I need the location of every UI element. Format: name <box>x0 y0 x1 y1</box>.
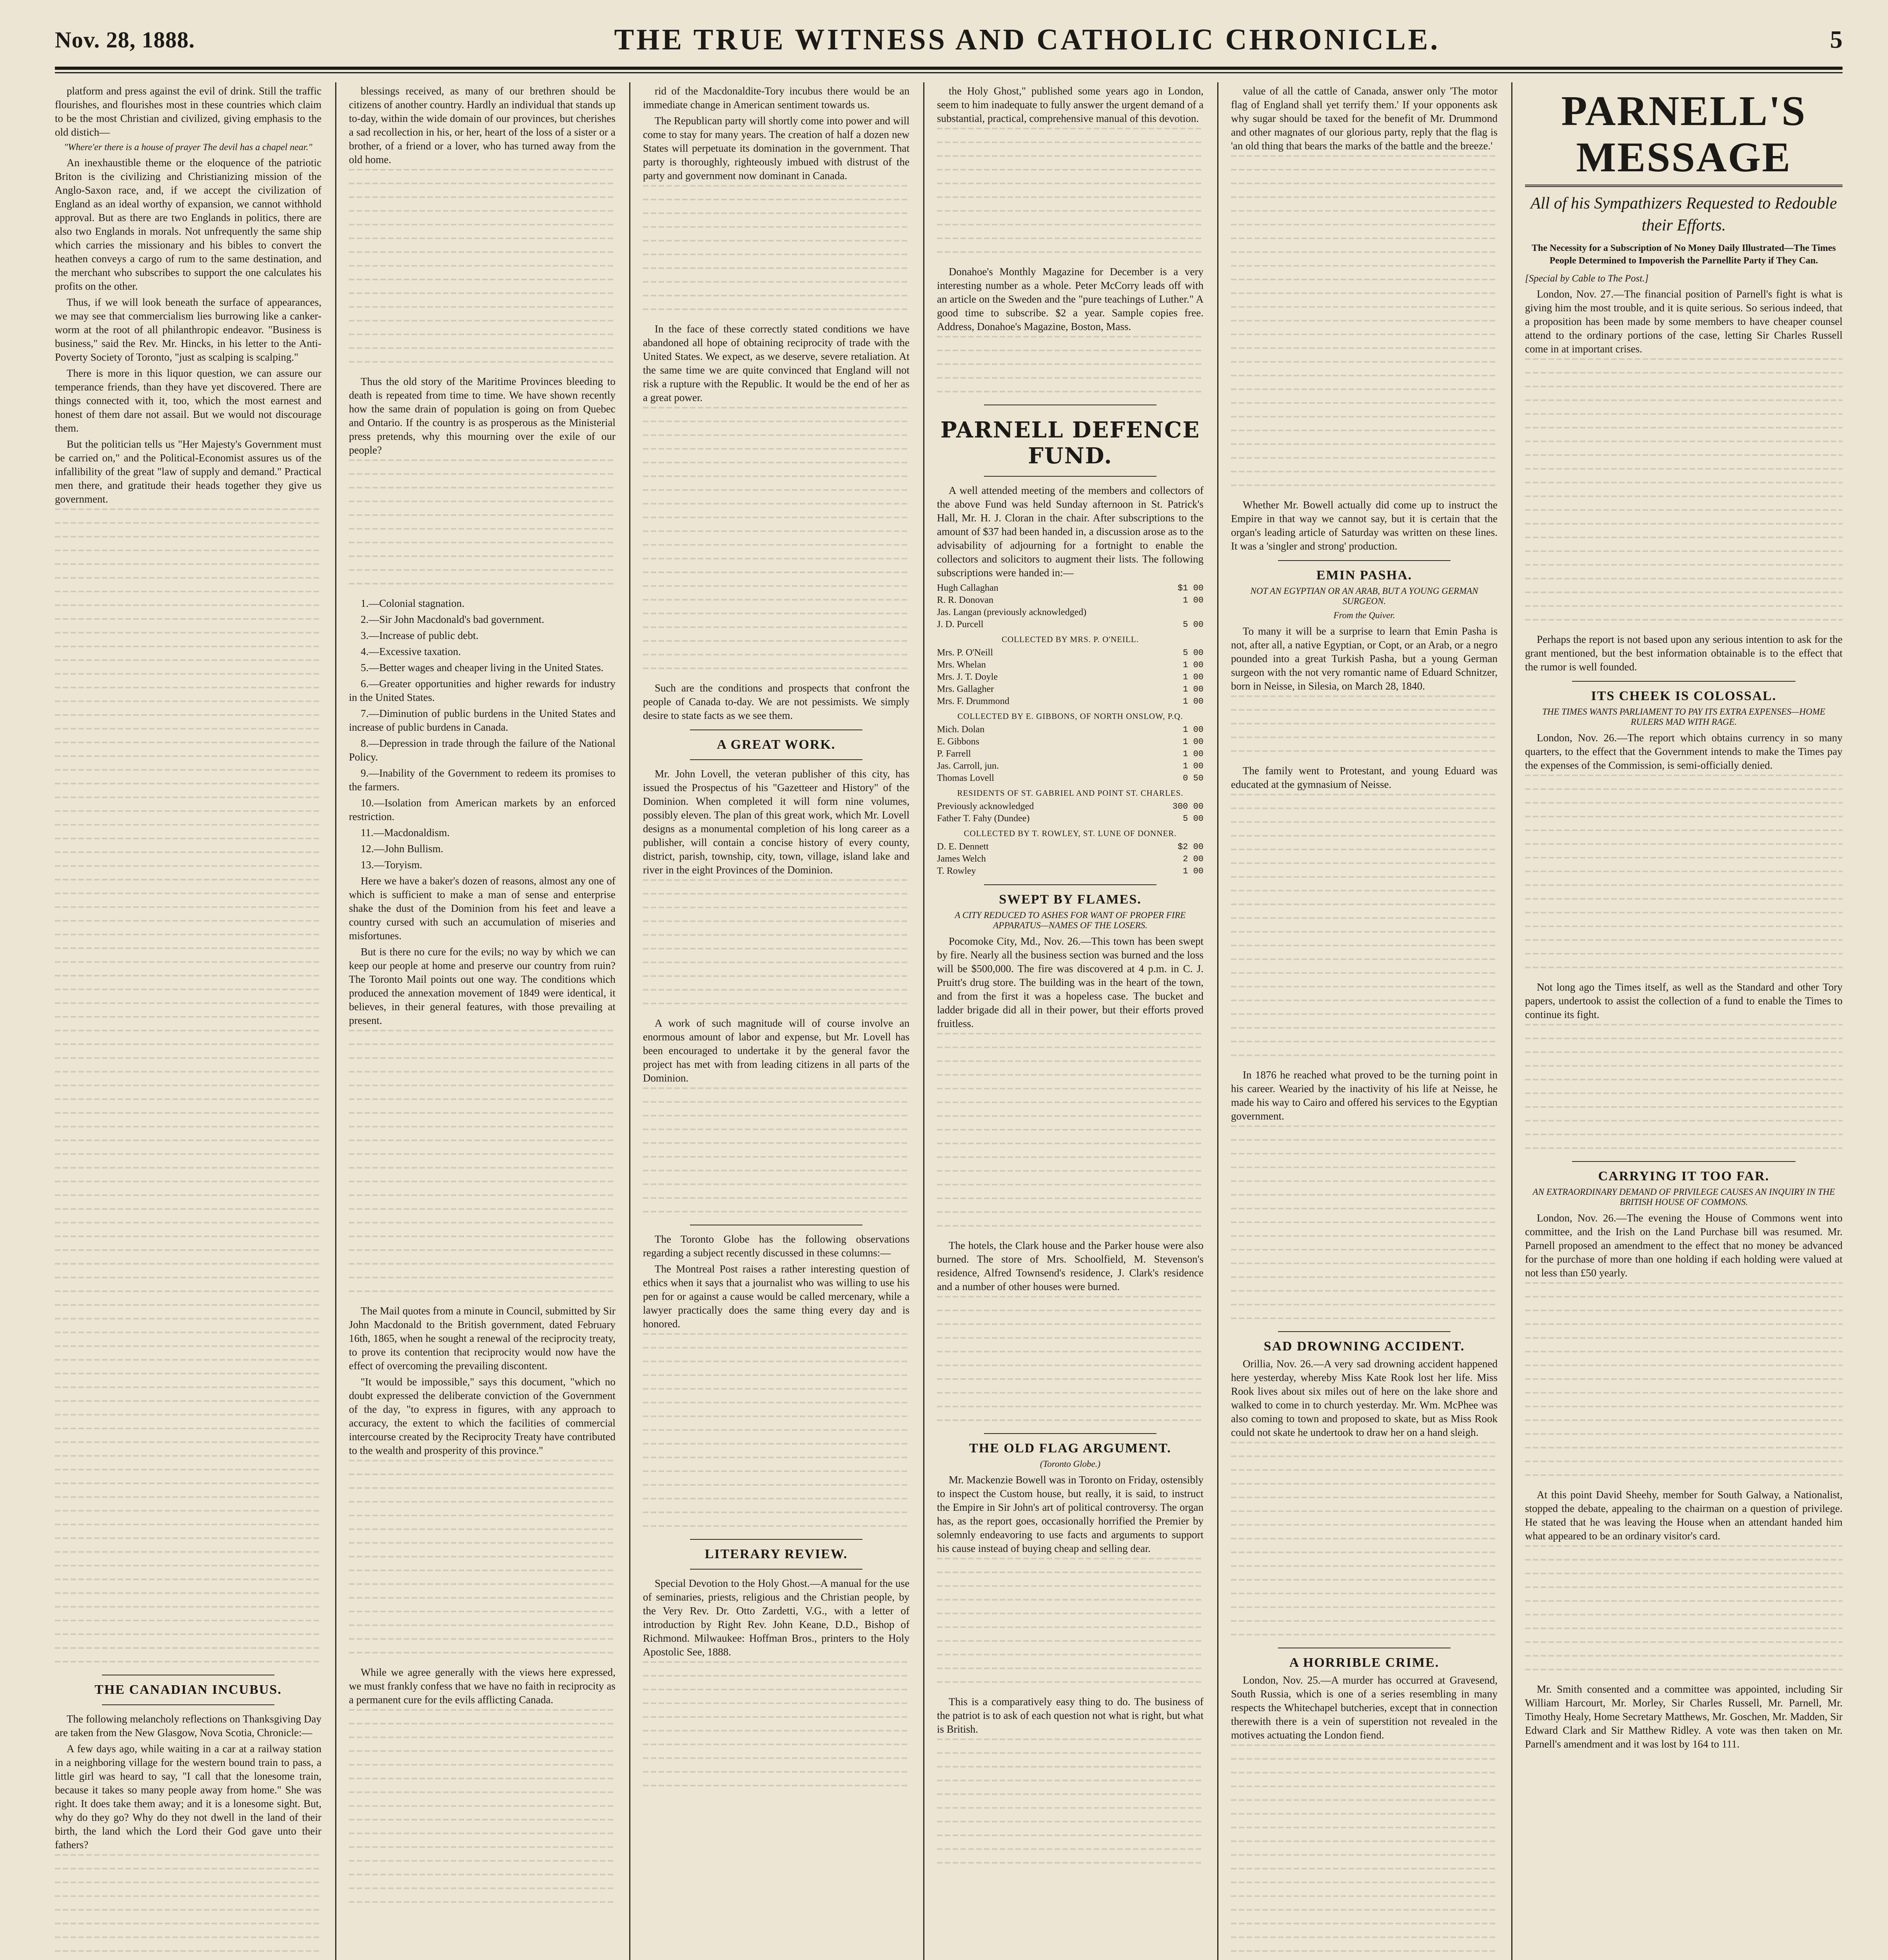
paragraph: Special Devotion to the Holy Ghost.—A manual for the use of seminaries, priests, religious and the Christian people, by the Very Rev. Dr. Otto Zardetti, V.G., with a letter of introduction by Right Rev. John Keane, D.D., Bishop of Richmond. Milwaukee: Hoffman Bros., printers to the Holy Apostolic See, 1888. <box>643 1577 910 1658</box>
paragraph: An inexhaustible theme or the eloquence of the patriotic Briton is the civilizing and Christianizing mission of the Anglo-Saxon race, and, if we accept the civilization of England as an ideal worthy of expansion, we cannot withhold approval. But as there are two Englands in politics, there are also two Englands in morals. Not unfrequently the same ship which carries the missionary and his bibles to convert the heathen conveys a cargo of rum to the same destination, and the merchant who subscribes to support the one calculates his profits on the other. <box>55 157 321 292</box>
paragraph: A work of such magnitude will of course involve an enormous amount of labor and expense, but Mr. Lovell has been encouraged to undertake it by the general favor the project has met with from leading citizens in all parts of the Dominion. <box>643 1017 910 1084</box>
subscriber-name: Hugh Callaghan <box>937 583 998 593</box>
paragraph: Whether Mr. Bowell actually did come up to instruct the Empire in that way we cannot say, but it is certain that the organ's leading article of Saturday was written on these lines. It was a 'singler and strong' production. <box>1231 499 1498 552</box>
paragraph: The following melancholy reflections on Thanksgiving Day are taken from the New Glasgow, Nova Scotia, Chronicle:— <box>55 1713 321 1739</box>
paragraph: The Montreal Post raises a rather interesting question of ethics when it says that a journalist who was willing to use his pen for or against a cause would be called mercenary, while a lawyer practically does the same thing every day and is honored. <box>643 1263 910 1330</box>
paragraph: London, Nov. 25.—A murder has occurred at Gravesend, South Russia, which is one of a series resembling in many respects the Whitechapel butcheries, except that in connection therewith there is a vein of superstition not revealed in the motives actuating the London fiend. <box>1231 1674 1498 1741</box>
table-row <box>937 813 1204 825</box>
table-row <box>937 582 1204 594</box>
subscription-amount: 1 00 <box>1183 749 1204 759</box>
subscription-table <box>937 647 1204 708</box>
lead-deck: The Necessity for a Subscription of No Money Daily Illustrated—The Times People Determined to Impoverish the Parnellite Party if They Can. <box>1531 243 1836 266</box>
paragraph: London, Nov. 26.—The report which obtains currency in so many quarters, to the effect that the Government intends to make the Times pay the expenses of the Commission, is semi-officially denied. <box>1525 732 1843 771</box>
subscriber-name: Mrs. P. O'Neill <box>937 648 993 658</box>
collector-heading: RESIDENTS OF ST. GABRIEL AND POINT ST. CHARLES. <box>957 788 1184 798</box>
article-heading: ITS CHEEK IS COLOSSAL. <box>1591 689 1777 703</box>
subscriber-name: Jas. Langan (previously acknowledged) <box>937 607 1087 617</box>
article-heading: A HORRIBLE CRIME. <box>1289 1655 1440 1670</box>
article-heading: EMIN PASHA. <box>1316 568 1412 583</box>
article-subheading: THE TIMES WANTS PARLIAMENT TO PAY ITS EXTRA EXPENSES—HOME RULERS MAD WITH RAGE. <box>1542 707 1826 727</box>
subscriber-name: P. Farrell <box>937 749 971 759</box>
paragraph: the Holy Ghost," published some years ago in London, seem to him inadequate to fully answer the urgent demand of a substantial, practical, comprehensive manual of this devotion. <box>937 85 1204 124</box>
table-row <box>937 841 1204 853</box>
table-row <box>937 736 1204 748</box>
table-row <box>937 594 1204 606</box>
column-divider <box>335 82 336 1960</box>
paragraph: A few days ago, while waiting in a car at a railway station in a neighboring village for the western bound train to pass, a little girl was heard to say, "I call that the lonesome train, because it takes so many people away from home." She was right. It does take them away; and it is a lonesome sight. But, why do they go? Why do they not dwell in the land of their birth, the land which the Lord their God gave unto their fathers? <box>55 1743 321 1851</box>
paragraph: But is there no cure for the evils; no way by which we can keep our people at home and preserve our country from ruin? The Toronto Mail points out one way. The conditions which produced the annexation movement of 1849 were identical, it believes, in their general features, with those prevailing at present. <box>349 946 615 1026</box>
list-item: 6.—Greater opportunities and higher rewards for industry in the United States. <box>349 678 615 703</box>
subscriber-name: Mich. Dolan <box>937 724 985 735</box>
subscription-amount: 1 00 <box>1183 660 1204 670</box>
paragraph: platform and press against the evil of drink. Still the traffic flourishes, and flourishes most in these countries which claim to be the most Christian and civilized, giving emphasis to the old distich— <box>55 85 321 138</box>
subscription-table <box>937 800 1204 825</box>
paragraph: In the face of these correctly stated conditions we have abandoned all hope of obtaining reciprocity of trade with the United States. We expect, as we deserve, severe retaliation. At the same time we are quite convinced that England will not risk a rupture with the Republic. It would be the end of her as a great power. <box>643 323 910 403</box>
paragraph: At this point David Sheehy, member for South Galway, a Nationalist, stopped the debate, appealing to the chairman on a question of privilege. He stated that he was leaving the House when an attendant handed him what appeared to be an ordinary visitor's card. <box>1525 1489 1843 1542</box>
masthead <box>55 16 1843 67</box>
subscriber-name: Mrs. F. Drummond <box>937 696 1009 706</box>
paragraph: A well attended meeting of the members and collectors of the above Fund was held Sunday afternoon in St. Patrick's Hall, Mr. H. J. Cloran in the chair. After subscriptions to the amount of $37 had been handed in, a discussion arose as to the advisability of adjourning for a fortnight to enable the collectors and solicitors to augment their lists. The following subscriptions were handed in:— <box>937 485 1204 579</box>
paragraph: Mr. Smith consented and a committee was appointed, including Sir William Harcourt, Mr. Morley, Sir Charles Russell, Mr. Parnell, Mr. Timothy Healy, Home Secretary Matthews, Mr. Goschen, Mr. Madden, Sir Edward Clark and Sir Matthew Ridley. A vote was then taken on Mr. Parnell's amendment and it was lost by 164 to 111. <box>1525 1683 1843 1750</box>
paragraph: value of all the cattle of Canada, answer only 'The motor flag of England shall yet terrify them.' If your opponents ask why sugar should be taxed for the benefit of Mr. Drummond and other magnates of our glorious party, reply that the flag is 'an old thing that bears the marks of the battle and the breeze.' <box>1231 85 1498 152</box>
article-subheading: NOT AN EGYPTIAN OR AN ARAB, BUT A YOUNG GERMAN SURGEON. <box>1250 586 1478 606</box>
table-row <box>937 695 1204 708</box>
dateline: [Special by Cable to The Post.] <box>1525 273 1649 284</box>
paragraph: rid of the Macdonaldite-Tory incubus there would be an immediate change in American sentiment towards us. <box>643 85 910 111</box>
subscriber-name: Father T. Fahy (Dundee) <box>937 813 1030 824</box>
subscription-table <box>937 841 1204 877</box>
list-item: 10.—Isolation from American markets by an enforced restriction. <box>349 797 615 822</box>
paragraph: Mr. Mackenzie Bowell was in Toronto on Friday, ostensibly to inspect the Custom house, but really, it is said, to instruct the Empire in Sir John's art of political controversy. The organ has, as the report goes, occasionally horrified the Premier by solemnly endeavoring to use facts and arguments to support his cause instead of buying cheap and selling dear. <box>937 1474 1204 1554</box>
subscription-amount: 1 00 <box>1183 737 1204 747</box>
collector-heading: COLLECTED BY MRS. P. O'NEILL. <box>1002 635 1139 644</box>
paragraph: Such are the conditions and prospects that confront the people of Canada to-day. We are not pessimists. We simply desire to state facts as we see them. <box>643 682 910 721</box>
subscription-amount: $1 00 <box>1177 583 1204 593</box>
table-row <box>937 659 1204 671</box>
paragraph: The Mail quotes from a minute in Council, submitted by Sir John Macdonald to the British government, dated February 16th, 1865, when he sought a renewal of the reciprocity treaty, to prove its contention that reciprocity would now have the effect of overcoming the prevailing discontent. <box>349 1305 615 1372</box>
subscription-amount: 2 00 <box>1183 854 1204 864</box>
subscription-amount: 0 50 <box>1183 773 1204 783</box>
list-item: 3.—Increase of public debt. <box>361 630 479 641</box>
subscription-amount: 1 00 <box>1183 866 1204 876</box>
table-row <box>937 683 1204 695</box>
verse-quote: "Where'er there is a house of prayer The devil has a chapel near." <box>64 142 312 152</box>
masthead-rule-thin <box>55 72 1843 73</box>
article-subheading: A CITY REDUCED TO ASHES FOR WANT OF PROPER FIRE APPARATUS—NAMES OF THE LOSERS. <box>955 910 1186 930</box>
lead-subheadline: All of his Sympathizers Requested to Redouble their Efforts. <box>1530 194 1837 234</box>
issue-date: Nov. 28, 1888. <box>55 27 195 53</box>
subscription-amount: 5 00 <box>1183 814 1204 824</box>
subscriber-name: James Welch <box>937 854 986 864</box>
list-item: 13.—Toryism. <box>361 859 423 871</box>
article-heading: THE CANADIAN INCUBUS. <box>94 1682 282 1697</box>
subscription-amount: 1 00 <box>1183 725 1204 735</box>
paragraph: While we agree generally with the views here expressed, we must frankly confess that we have no faith in reciprocity as a permanent cure for the evils afflicting Canada. <box>349 1666 615 1706</box>
list-item: 7.—Diminution of public burdens in the United States and increase of public burdens in Canada. <box>349 708 615 733</box>
subscription-amount: 1 00 <box>1183 672 1204 682</box>
paragraph: blessings received, as many of our brethren should be citizens of another country. Hardly an individual that stands up to-day, within the wide domain of our provinces, but cherishes a sad recollection in his, or her, heart of the loss of a sister or a brother, of a friend or a lover, who has turned away from the old home. <box>349 85 615 165</box>
paragraph: To many it will be a surprise to learn that Emin Pasha is not, after all, a native Egyptian, or Copt, or an Arab, or a negro pounded into a great Turkish Pasha, but a young German surgeon with the not very romantic name of Eduard Schnitzer, born in Neisse, in Silesia, on March 28, 1840. <box>1231 625 1498 692</box>
list-item: 1.—Colonial stagnation. <box>361 597 465 609</box>
paragraph: There is more in this liquor question, we can assure our temperance friends, than they have yet discovered. There are things connected with it, too, which the most earnest and honest of them dare not assail. But we would not discourage them. <box>55 367 321 434</box>
list-item: 4.—Excessive taxation. <box>361 646 461 657</box>
paragraph: Mr. John Lovell, the veteran publisher of this city, has issued the Prospectus of his "Gazetteer and History" of the Dominion. When completed it will form nine volumes, possibly eleven. The plan of this great work, which Mr. Lovell designs as a monumental completion of his long career as a publisher, will contain a concise history of every county, district, parish, township, city, town, village, island lake and river in the eight Provinces of the Dominion. <box>643 768 910 876</box>
article-heading: SAD DROWNING ACCIDENT. <box>1264 1339 1465 1354</box>
subscription-amount: 300 00 <box>1172 802 1204 811</box>
table-row <box>937 853 1204 865</box>
paragraph: The hotels, the Clark house and the Parker house were also burned. The store of Mrs. Schoolfield, M. Stevenson's residence, Alfred Townsend's residence, J. Clark's residence and a number of other houses were burned. <box>937 1240 1204 1292</box>
article-heading: A GREAT WORK. <box>717 737 836 752</box>
paragraph: Here we have a baker's dozen of reasons, almost any one of which is sufficient to make a man of sense and enterprise shake the dust of the Dominion from his feet and leave a country cursed with such an accumulation of miseries and misfortunes. <box>349 875 615 942</box>
paragraph: In 1876 he reached what proved to be the turning point in his career. Wearied by the inactivity of his life at Neisse, he made his way to Cairo and offered his services to the Egyptian government. <box>1231 1069 1498 1122</box>
paper-title: THE TRUE WITNESS AND CATHOLIC CHRONICLE. <box>614 23 1440 56</box>
lead-headline: PARNELL'S MESSAGE <box>1525 88 1843 187</box>
paragraph: Donahoe's Monthly Magazine for December is a very interesting number as a whole. Peter McCorry leads off with an article on the Sweden and the "pure teachings of Luther." A good time to subscribe. $2 a year. Sample copies free. Address, Donahoe's Magazine, Boston, Mass. <box>937 266 1204 332</box>
table-row <box>937 865 1204 877</box>
table-row <box>937 606 1204 619</box>
subscriber-name: Jas. Carroll, jun. <box>937 761 999 771</box>
paragraph: London, Nov. 27.—The financial position of Parnell's fight is what is giving him the most trouble, and it is quite serious. So serious indeed, that a proposition has been made by some members to have cheaper counsel attend to the ordinary portions of the case, letting Sir Charles Russell come in at important crises. <box>1525 288 1843 355</box>
subscriber-name: E. Gibbons <box>937 737 979 747</box>
article-subheading: AN EXTRAORDINARY DEMAND OF PRIVILEGE CAUSES AN INQUIRY IN THE BRITISH HOUSE OF COMMONS. <box>1532 1187 1835 1207</box>
table-row <box>937 724 1204 736</box>
list-item: 5.—Better wages and cheaper living in the United States. <box>361 662 604 673</box>
subscriber-name: R. R. Donovan <box>937 595 993 605</box>
column-2 <box>349 84 615 1960</box>
paragraph: The Toronto Globe has the following observations regarding a subject recently discussed in these columns:— <box>643 1233 910 1259</box>
table-row <box>937 772 1204 784</box>
subscriber-name: D. E. Dennett <box>937 842 989 852</box>
subscription-table <box>937 582 1204 631</box>
article-heading: THE OLD FLAG ARGUMENT. <box>969 1441 1171 1455</box>
subscriber-name: Mrs. Whelan <box>937 660 986 670</box>
paragraph: Thus, if we will look beneath the surface of appearances, we may see that commercialism lies burrowing like a canker-worm at the root of all philanthropic endeavor. "Business is business," said the Rev. Mr. Hincks, in his letter to the Anti-Poverty Society of Toronto, "just as scalping is scalping." <box>55 296 321 363</box>
masthead-rule <box>55 67 1843 70</box>
paragraph: Thus the old story of the Maritime Provinces bleeding to death is repeated from time to time. We have shown recently how the same drain of population is going on from Quebec and Ontario. If the country is as prosperous as the Ministerial press pretends, why this mourning over the exile of our people? <box>349 376 615 456</box>
table-row <box>937 647 1204 659</box>
paragraph: This is a comparatively easy thing to do. The business of the patriot is to ask of each question not what is right, but what is British. <box>937 1696 1204 1735</box>
paragraph: Orillia, Nov. 26.—A very sad drowning accident happened here yesterday, whereby Miss Kate Rook lost her life. Miss Rook lives about six miles out of here on the lake shore and walked to come in to church yesterday. Mr. Wm. McPhee was also coming to town and proposed to skate, but as Miss Rook could not skate he undertook to draw her on a hand sleigh. <box>1231 1358 1498 1438</box>
table-row <box>937 619 1204 631</box>
subscriber-name: J. D. Purcell <box>937 619 984 630</box>
column-divider <box>1217 82 1218 1960</box>
column-divider <box>629 82 630 1960</box>
subscription-amount <box>1160 606 1204 619</box>
subscription-amount: 1 00 <box>1183 761 1204 771</box>
paragraph: The Republican party will shortly come into power and will come to stay for many years. The creation of half a dozen new States will perpetuate its domination in the government. That party is thoroughly, righteously imbued with distrust of the party and government now dominant in Canada. <box>643 115 910 181</box>
list-item: 11.—Macdonaldism. <box>361 827 450 838</box>
table-row <box>937 760 1204 772</box>
paragraph: The family went to Protestant, and young Eduard was educated at the gymnasium of Neisse. <box>1231 765 1498 790</box>
subscription-amount: 1 00 <box>1183 684 1204 694</box>
article-heading: SWEPT BY FLAMES. <box>999 892 1142 907</box>
subscriber-name: T. Rowley <box>937 866 976 876</box>
list-item: 9.—Inability of the Government to redeem its promises to the farmers. <box>349 767 615 793</box>
column-divider <box>1511 82 1512 1960</box>
paragraph: Not long ago the Times itself, as well as the Standard and other Tory papers, undertook to assist the collection of a fund to enable the Times to continue its fight. <box>1525 981 1843 1020</box>
subscription-amount: 5 00 <box>1183 648 1204 658</box>
table-row <box>937 748 1204 760</box>
list-item: 2.—Sir John Macdonald's bad government. <box>361 613 545 625</box>
collector-heading: COLLECTED BY T. ROWLEY, ST. LUNE OF DONNER. <box>964 829 1177 838</box>
article-source: (Toronto Globe.) <box>1040 1459 1101 1469</box>
paragraph: "It would be impossible," says this document, "which no doubt expressed the deliberate conviction of the Government of the day, "to express in figures, with any approach to accuracy, the extent to which the facilities of commercial intercourse created by the Reciprocity Treaty have contributed to the wealth and prosperity of this province." <box>349 1376 615 1456</box>
table-row <box>937 671 1204 683</box>
column-6 <box>1525 84 1843 1960</box>
subscription-amount: $2 00 <box>1177 842 1204 852</box>
subscription-amount: 5 00 <box>1183 620 1204 630</box>
list-item: 12.—John Bullism. <box>361 843 443 855</box>
subscriber-name: Previously acknowledged <box>937 801 1034 811</box>
list-item: 8.—Depression in trade through the failure of the National Policy. <box>349 737 615 763</box>
page-number: 5 <box>1830 25 1843 53</box>
subscriber-name: Thomas Lovell <box>937 773 994 783</box>
column-5 <box>1231 84 1498 1960</box>
subscription-amount: 1 00 <box>1183 595 1204 605</box>
table-row <box>937 800 1204 813</box>
subscriber-name: Mrs. J. T. Doyle <box>937 672 998 682</box>
article-heading: CARRYING IT TOO FAR. <box>1598 1169 1770 1183</box>
paragraph: London, Nov. 26.—The evening the House of Commons went into committee, and the Irish on the Land Purchase bill was resumed. Mr. Parnell proposed an amendment to the effect that no money be advanced for the purchase of more than one holding if each holding were valued at not less than £50 yearly. <box>1525 1212 1843 1279</box>
article-source: From the Quiver. <box>1333 610 1395 620</box>
paragraph: Perhaps the report is not based upon any serious intention to ask for the grant mentioned, but the best information obtainable is to the effect that the rumor is well founded. <box>1525 633 1843 673</box>
column-4 <box>937 84 1204 1960</box>
subscription-table <box>937 724 1204 784</box>
column-3 <box>643 84 910 1960</box>
subscriber-name: Mrs. Gallagher <box>937 684 994 694</box>
column-divider <box>923 82 924 1960</box>
subscription-amount: 1 00 <box>1183 697 1204 706</box>
paragraph: But the politician tells us "Her Majesty's Government must be carried on," and the Political-Economist assures us of the infallibility of the great "law of supply and demand." Practical men there, and gratitude their heads together they give us government. <box>55 438 321 505</box>
collector-heading: COLLECTED BY E. GIBBONS, OF NORTH ONSLOW, P.Q. <box>957 711 1183 721</box>
column-1 <box>55 84 321 1960</box>
article-heading: PARNELL DEFENCE FUND. <box>940 417 1200 469</box>
paragraph: Pocomoke City, Md., Nov. 26.—This town has been swept by fire. Nearly all the business section was burned and the loss will be $500,000. The fire was discovered at 4 p.m. in C. J. Pruitt's drug store. The building was in the heart of the town, and from the first it was a hopeless case. The bucket and ladder brigade did all in their power, but their efforts proved fruitless. <box>937 935 1204 1029</box>
article-heading: LITERARY REVIEW. <box>704 1547 848 1561</box>
